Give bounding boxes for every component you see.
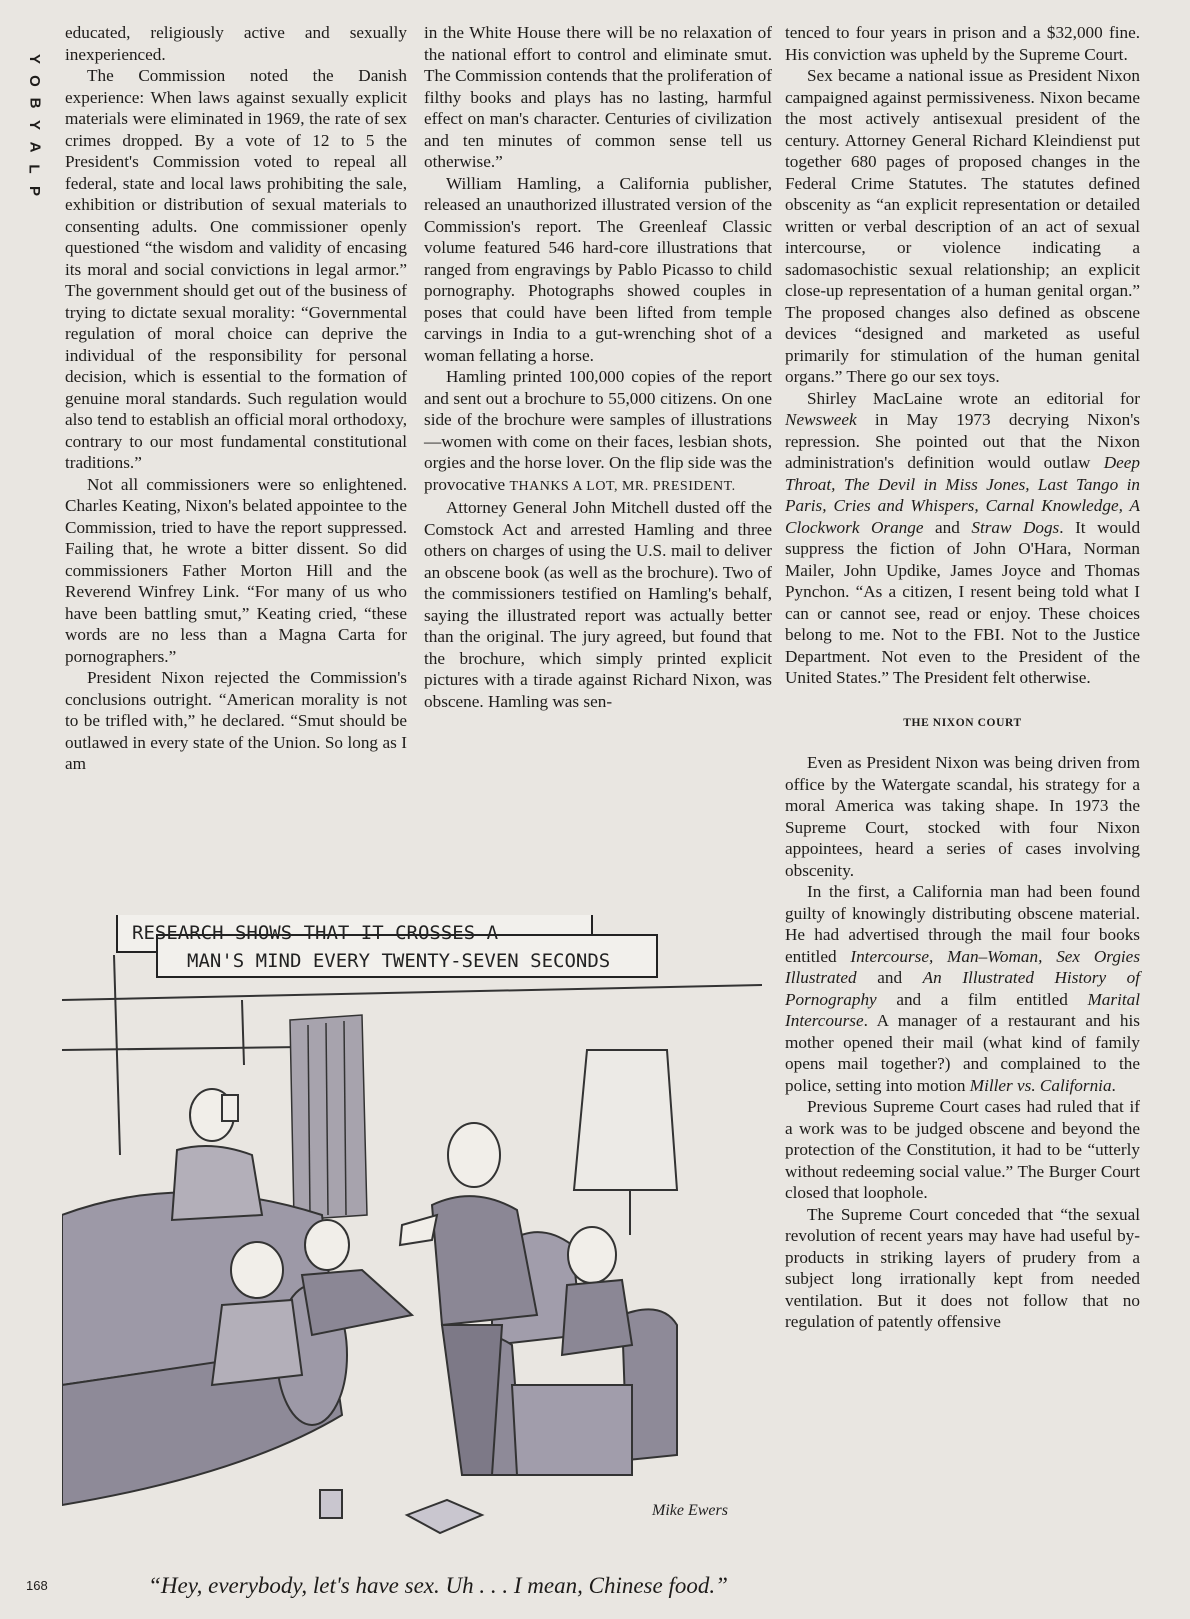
paragraph: Not all commissioners were so enlightened. Charles Keating, Nixon's belated appointee to the Commission, tried to have the report suppressed. Failing that, he wrote a bitter dissent. So did commissioners Father Morton Hill and the Reverend Winfrey Link. “For many of us who have been battling smut,” Keating cried, “these words are no less than a Magna Carta for pornographers.”: [65, 474, 407, 666]
paragraph-text: . A manager of a restaurant and his mother opened their mail (what kind of family opens mail together?) and complained to the police, setting into motion: [785, 1011, 1140, 1095]
sofa: [62, 1193, 347, 1506]
floor-lamp: [574, 1050, 677, 1235]
book-titles: Intercourse, Man–Woman, Sex Orgies Illustrated: [785, 946, 1141, 987]
curtain: [290, 1015, 367, 1220]
film-title: Marital Intercourse: [785, 989, 1141, 1030]
paragraph: Attorney General John Mitchell dusted off the Comstock Act and arrested Hamling and three others on charges of using the U.S. mail to deliver an obscene book (as well as the brochure). Two of the commissioners testified on Hamling's behalf, saying the illustrated report was actually better than the original. The jury agreed, but found that the brochure, which simply printed explicit pictures with a tirade against Richard Nixon, was obscene. Hamling was sen-: [424, 498, 772, 711]
magazine-letter: B: [26, 97, 43, 109]
paragraph-text: in May 1973 decrying Nixon's repression. She pointed out that the Nixon administration's definition would outlaw: [785, 410, 1140, 472]
paragraph-text: and: [877, 968, 903, 987]
paragraph: William Hamling, a California publisher, released an unauthorized illustrated version of the Commission's report. The Greenleaf Classic volume featured 546 hard-core illustrations that ranged from engravings by Pablo Picasso to child pornography. Photographs showed couples in poses that could have been lifted from temple carvings in India to a gut-wrenching shot of a woman fellating a horse.: [424, 173, 772, 365]
floor-items: [320, 1490, 482, 1533]
paragraph-text: In the first, a California man had been found guilty of knowingly distributing obscene material. He had advertised through the mail four books entitled: [785, 882, 1140, 966]
paragraph: The Supreme Court conceded that “the sexual revolution of recent years may have had useful by-products in striking layers of prudery from a subject long irrationally kept from needed ventilation. But it does not follow that no regulation of patently offensive: [785, 1204, 1140, 1331]
banner-line-2: MAN'S MIND EVERY TWENTY-SEVEN SECONDS: [187, 950, 611, 972]
woman-right: [562, 1227, 632, 1355]
section-heading: THE NIXON COURT: [903, 716, 1022, 729]
article-column-2: [424, 22, 772, 712]
paragraph-text: Shirley MacLaine wrote an editorial for: [807, 388, 1140, 408]
paragraph: Previous Supreme Court cases had ruled that if a work was to be judged obscene and beyond the protection of the Constitution, it had to be “utterly without redeeming social value.” The Burger Court closed that loophole.: [785, 1097, 1140, 1202]
magazine-side-title: [22, 48, 46, 202]
cartoon-illustration: [62, 915, 762, 1565]
paragraph: Sex became a national issue as President Nixon campaigned against permissiveness. Nixon became the most actively antisexual president of the century. Attorney General Richard Kleindienst put together 680 pages of proposed changes in the Federal Crime Statutes. The statutes defined obscenity as “an explicit representation or detailed written or verbal description of an act of sexual intercourse, or violence indicating a sadomasochistic sexual relationship; an explicit close-up representation of a human genital organ.” The proposed changes also defined as obscene devices “designed and marketed as useful primarily for stimulation of the human genital organs.” There go our sex toys.: [785, 66, 1140, 386]
paragraph: President Nixon rejected the Commission's conclusions outright. “American morality is not to be trifled with,” he declared. “Smut should be outlawed in every state of the Union. So long as I am: [65, 668, 407, 773]
magazine-letter: L: [25, 164, 43, 174]
article-column-3: [785, 22, 1140, 1333]
paragraph: [785, 388, 1140, 689]
cartoon-caption: “Hey, everybody, let's have sex. Uh . . . I mean, Chinese food.”: [148, 1573, 728, 1598]
book-title: An Illustrated History of Pornography: [785, 968, 1141, 1009]
paragraph: [785, 881, 1140, 1096]
paragraph: [424, 366, 772, 497]
artist-signature: Mike Ewers: [652, 1502, 728, 1519]
magazine-letter: Y: [25, 119, 43, 131]
page-number: 168: [26, 1578, 48, 1593]
paragraph-text: Hamling printed 100,000 copies of the report and sent out a brochure to 55,000 citizens. On one side of the brochure were samples of illustrations—women with come on their faces, lesbian shots, orgies and the horse lover. On the flip side was the provocative: [424, 367, 772, 494]
magazine-letter: A: [26, 141, 43, 153]
publication-title: Newsweek: [785, 410, 857, 429]
paragraph: The Commission noted the Danish experience: When laws against sexually explicit materials were eliminated in 1969, the rate of sex crimes dropped. By a vote of 12 to 5 the President's Commission voted to repeal all federal, state and local laws prohibiting the sale, exhibition or distribution of sexual materials to consenting adults. One commissioner openly questioned “the wisdom and validity of encasing its moral and social convictions in legal armor.” The government should get out of the business of trying to dictate sexual morality: “Governmental regulation of moral choice can deprive the individual of the responsibility for personal decision, which is essential to the formation of genuine moral standards. Such regulation would also tend to establish an official moral orthodoxy, contrary to our most fundamental constitutional traditions.”: [65, 66, 407, 472]
brochure-slogan: THANKS A LOT, MR. PRESIDENT.: [509, 478, 736, 494]
paragraph: tenced to four years in prison and a $32,000 fine. His conviction was upheld by the Supreme Court.: [785, 23, 1140, 64]
paragraph-text: . It would suppress the fiction of John O'Hara, Norman Mailer, John Updike, James Joyce and Thomas Pynchon. “As a citizen, I resent being told what I can or cannot see, read or enjoy. These choices belong to me. Not to the FBI. Not to the Justice Department. Not even to the President of the United States.” The President felt otherwise.: [785, 517, 1141, 687]
paragraph-text: and: [935, 517, 960, 537]
case-title: Miller vs. California: [969, 1075, 1112, 1095]
magazine-letter: P: [25, 185, 43, 197]
paragraph: educated, religiously active and sexually inexperienced.: [65, 23, 407, 64]
drinking-man: [172, 1089, 262, 1220]
banner-line-1: RESEARCH SHOWS THAT IT CROSSES A: [132, 922, 499, 944]
magazine-letter: Y: [25, 53, 43, 65]
film-title: Straw Dogs: [971, 517, 1060, 537]
film-titles: Deep Throat, The Devil in Miss Jones, Last Tango in Paris, Cries and Whispers, Carnal Knowledge, A Clockwork Orange: [785, 453, 1141, 537]
paragraph: Even as President Nixon was being driven from office by the Watergate scandal, his strategy for a moral America was taking shape. In 1973 the Supreme Court, stocked with four Nixon appointees, heard a series of cases involving obscenity.: [785, 753, 1140, 880]
magazine-letter: O: [25, 75, 43, 87]
paragraph-text: and a film entitled: [896, 989, 1068, 1009]
paragraph-text: .: [1111, 1075, 1116, 1095]
paragraph: in the White House there will be no relaxation of the national effort to control and eliminate smut. The Commission contends that the proliferation of filthy books and plays has no lasting, harmful effect on man's character. Centuries of civilization and ten minutes of common sense tell us otherwise.”: [424, 23, 772, 171]
article-column-1: [65, 22, 407, 775]
woman-center: [302, 1220, 412, 1335]
